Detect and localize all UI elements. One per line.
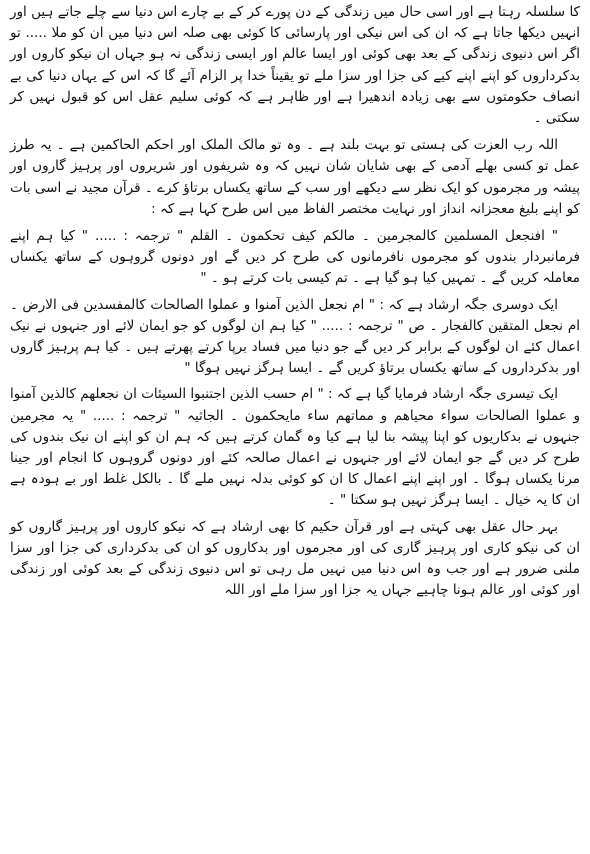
quran-quote-1: " افنجعل المسلمین کالمجرمین ۔ مالکم کیف تحکمون ۔ القلم " ترجمہ : ..... " کیا ہم اپنے فرمانبردار بندوں کو مجرموں نافرمانوں کی طرح کر دیں گے اور دونوں گروہوں کے ساتھ یکساں معاملہ کریں گے ۔ تمہیں کیا ہو گیا ہے ۔ تم کیسی بات کرتے ہو ۔ " xyxy=(10,228,580,287)
quran-quote-3: ایک تیسری جگہ ارشاد فرمایا گیا ہے کہ : " ام حسب الذین اجتنبوا السیئات ان نجعلھم کالذین آمنوا و عملوا الصالحات سواء محیاھم و مماتھم ساء مایحکمون ۔ الجاثیہ " ترجمہ : ..... " یہ مجرمین جنہوں نے بدکاریوں کو اپنا پیشہ بنا لیا ہے کیا وہ گمان کرتے ہیں کہ ہم ان کو اپنے ان نیک بندوں کی طرح کر دیں گے جو ایمان لائے اور جنہوں نے اعمال صالحہ کئے اور دونوں گروہوں کا انجام اور جینا مرنا یکساں ہوگا ۔ اور اپنے اپنے اعمال کا ان کو کوئی بدلہ نہیں ملے گا ۔ بالکل غلط اور بے ہودہ ہے ان کا یہ خیال ۔ ایسا ہرگز نہیں ہو سکتا " ۔ xyxy=(10,386,580,509)
paragraph-2: اللہ رب العزت کی ہستی تو بہت بلند ہے ۔ وہ تو مالک الملک اور احکم الحاکمین ہے ۔ یہ طرز عمل تو کسی بھلے آدمی کے بھی شایان شان نہیں کہ وہ شریفوں اور شریروں اور پرہیز گاروں اور پیشہ ور مجرموں کو ایک نظر سے دیکھے اور سب کے ساتھ یکساں برتاؤ کرے ۔ قرآن مجید نے اسی بات کو اپنے بلیغ معجزانہ انداز اور نہایت مختصر الفاظ میں اس طرح کہا ہے کہ : xyxy=(10,137,580,217)
quran-quote-2: ایک دوسری جگہ ارشاد ہے کہ : " ام نجعل الذین آمنوا و عملوا الصالحات کالمفسدین فی الارض ۔ ام نجعل المتقین کالفجار ۔ ص " ترجمہ : ..... " کیا ہم ان لوگوں کو جو ایمان لائے اور جنہوں نے نیک اعمال کئے ان لوگوں کے برابر کر دیں گے جو دنیا میں فساد برپا کرتے پھرتے ہیں ۔ کیا ہم پرہیز گاروں اور بدکرداروں کے ساتھ یکساں برتاؤ کریں گے ۔ ایسا ہرگز نہیں ہوگا " xyxy=(10,296,580,377)
paragraph-1: کا سلسلہ رہتا ہے اور اسی حال میں زندگی کے دن پورے کر کے بے چارے اس دنیا سے چلے جاتے ہیں اور انہیں دیکھا جاتا ہے کہ ان کی اس نیکی اور پارسائی کا کوئی بھی صلہ اس دنیا میں ان کو ملا ..... تو اگر اس دنیوی زندگی کے بعد بھی کوئی اور ایسا عالم اور ایسی زندگی نہ ہو جہاں ان نیکو کاروں اور بدکرداروں کو اپنے اپنے کیے کی جزا اور سزا ملے تو یقیناً خدا پر الزام آئے گا کہ اس کے یہاں دنیا کی بے انصاف حکومتوں سے بھی زیادہ اندھیرا ہے اور ظاہر ہے کہ کوئی سلیم عقل اس کو قبول نہیں کر سکتی ۔ xyxy=(10,4,580,127)
paragraph-conclusion: بہر حال عقل بھی کہتی ہے اور قرآن حکیم کا بھی ارشاد ہے کہ نیکو کاروں اور پرہیز گاروں کو ان کی نیکو کاری اور پرہیز گاری کی اور مجرموں اور بدکاروں کو ان کی بدکرداری کی جزا اور سزا ملنی ضرور ہے اور جب وہ اس دنیا میں نہیں مل رہی تو اس دنیوی زندگی کے بعد کوئی اور زندگی اور کوئی اور عالم ہونا چاہیے جہاں یہ جزا اور سزا ملے اور اللہ xyxy=(10,518,580,599)
